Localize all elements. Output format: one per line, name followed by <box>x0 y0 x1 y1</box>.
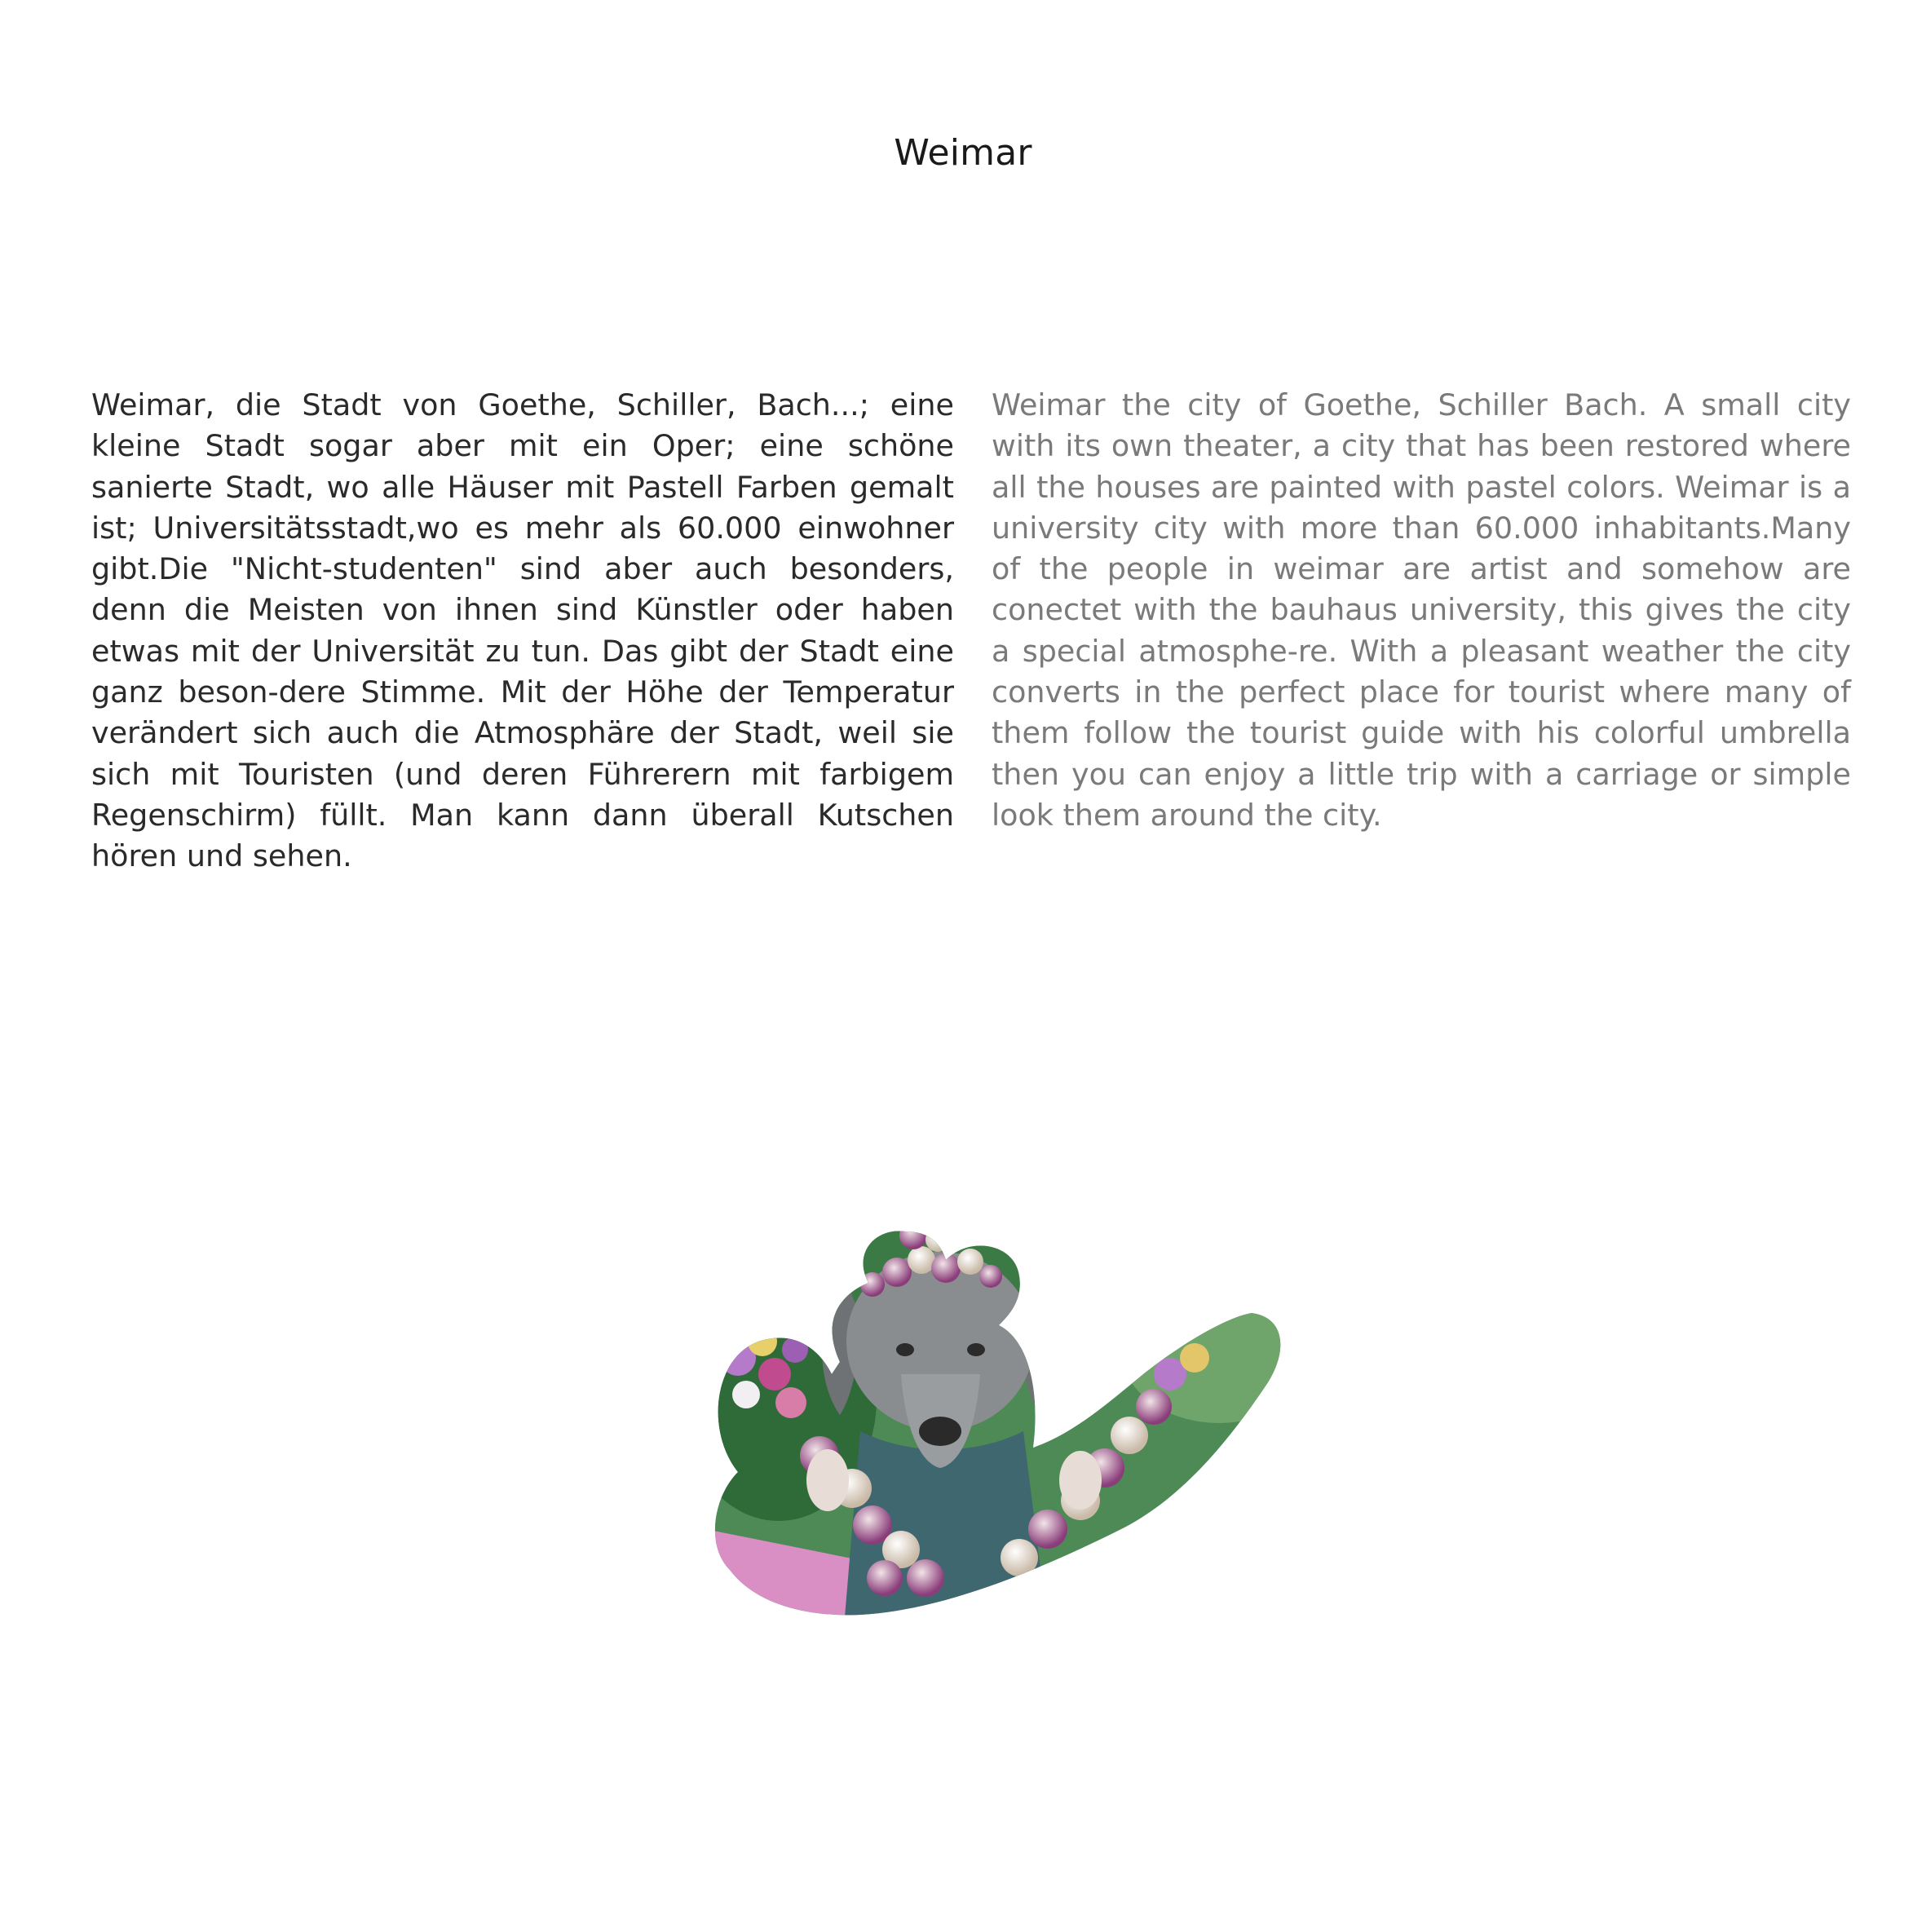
page-title: Weimar <box>894 132 1032 174</box>
dog-collage-image <box>697 1187 1292 1627</box>
left-hand <box>806 1449 849 1511</box>
english-text-column: Weimar the city of Goethe, Schiller Bach. A small city with its own theater, a city that has been restored where all the houses are painted with pastel colors. Weimar is a university city with more than 60.000 inhabitants.Many of the people in weimar are artist and somehow are conectet with the bauhaus university, this gives the city a special atmosphe-re. With a pleasant weather the city converts in the perfect place for tourist where many of them follow the tourist guide with his colorful umbrella then you can enjoy a little trip with a carriage or simple look them around the city. <box>992 387 1851 833</box>
german-text-column: Weimar, die Stadt von Goethe, Schiller, Bach...; eine kleine Stadt sogar aber mit ein Oper; eine schöne sanierte Stadt, wo alle Häuser mit Pastell Farben gemalt ist; Universitätsstadt,wo es mehr als 60.000 einwohner gibt.Die "Nicht-studenten" sind aber auch besonders, denn die Meisten von ihnen sind Künstler oder haben etwas mit der Universität zu tun. Das gibt der Stadt eine ganz beson-dere Stimme. Mit der Höhe der Temperatur verändert sich auch die Atmosphäre der Stadt, weil sie sich mit Touristen (und deren Führerern mit farbigem Regenschirm) füllt. Man kann dann überall Kutschen hören und sehen. <box>91 387 954 874</box>
right-hand <box>1059 1451 1102 1510</box>
